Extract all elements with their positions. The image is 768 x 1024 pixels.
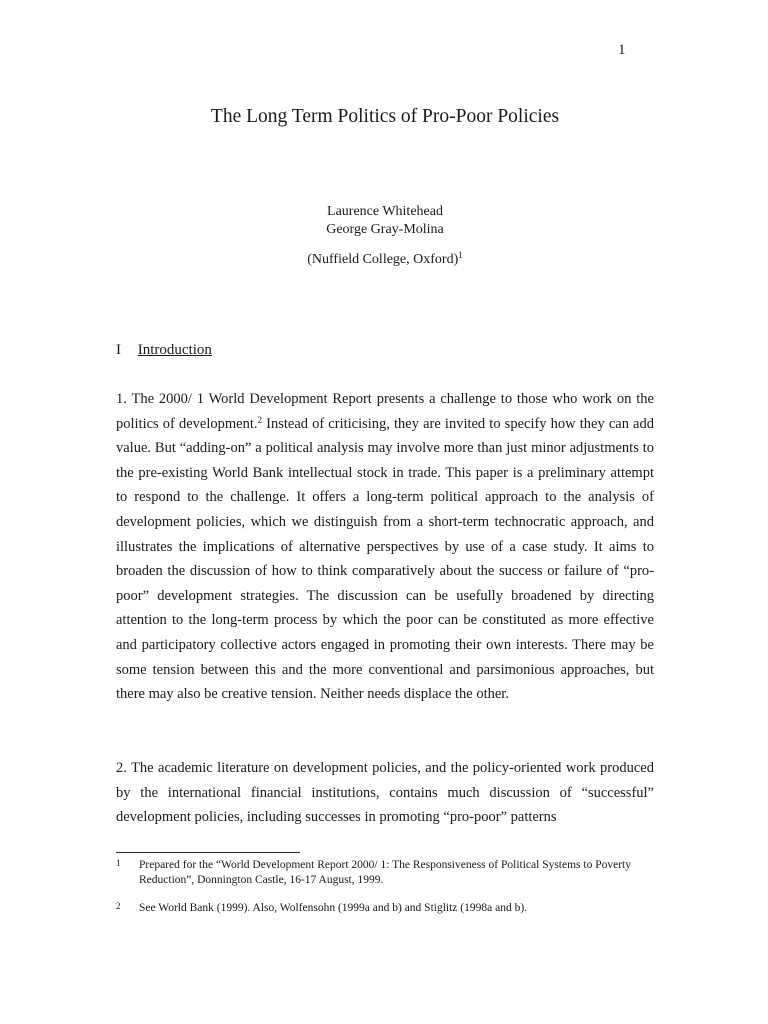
footnote-mark: 2 xyxy=(116,901,121,911)
section-number: I xyxy=(116,342,121,358)
author-name: George Gray-Molina xyxy=(326,222,444,237)
footnote xyxy=(116,858,656,888)
footnote-text: See World Bank (1999). Also, Wolfensohn (1999a and b) and Stiglitz (1998a and b). xyxy=(139,902,528,914)
affiliation xyxy=(0,252,768,268)
section-title: Introduction xyxy=(137,342,212,358)
paragraph-text: 2. The academic literature on development policies, and the policy-oriented work produced by the international financial institutions, contains much discussion of “successful” development policies, including successes in promoting “pro-poor” patterns xyxy=(116,760,654,826)
body-paragraph xyxy=(116,756,654,830)
footnote-marker: 2 xyxy=(257,414,263,425)
footnote-separator xyxy=(116,852,300,853)
body-paragraph xyxy=(116,387,654,707)
section-heading xyxy=(116,342,212,359)
document-title: The Long Term Politics of Pro-Poor Policies xyxy=(210,106,560,127)
footnote-text: Prepared for the “World Development Report 2000/ 1: The Responsiveness of Political Systems to Poverty Reduction”, Donnington Castle, 16-17 August, 1999. xyxy=(139,859,632,886)
footnote-marker: 1 xyxy=(458,250,463,260)
author-list xyxy=(0,203,768,239)
page-number: 1 xyxy=(618,42,626,58)
footnote-mark: 1 xyxy=(116,858,121,868)
author-name: Laurence Whitehead xyxy=(327,204,443,219)
paragraph-text: 1. The 2000/ 1 World Development Report presents a challenge to those who work on the politics of development. xyxy=(116,391,654,432)
paragraph-text: Instead of criticising, they are invited to specify how they can add value. But “adding-on” a political analysis may involve more than just minor adjustments to the pre-existing World Bank intellectual stock in trade. This paper is a preliminary attempt to respond to the challenge. It offers a long-term political approach to the analysis of development policies, which we distinguish from a short-term technocratic approach, and illustrates the implications of alternative perspectives by use of a case study. It aims to broaden the discussion of how to think comparatively about the success or failure of “pro-poor” development strategies. The discussion can be usefully broadened by directing attention to the long-term process by which the poor can be constituted as more effective and participatory collective actors engaged in promoting their own interests. There may be some tension between this and the more conventional and parsimonious approaches, but there may also be creative tension. Neither needs displace the other. xyxy=(116,415,654,703)
footnote xyxy=(116,901,656,916)
affiliation-text: (Nuffield College, Oxford) xyxy=(307,252,459,267)
